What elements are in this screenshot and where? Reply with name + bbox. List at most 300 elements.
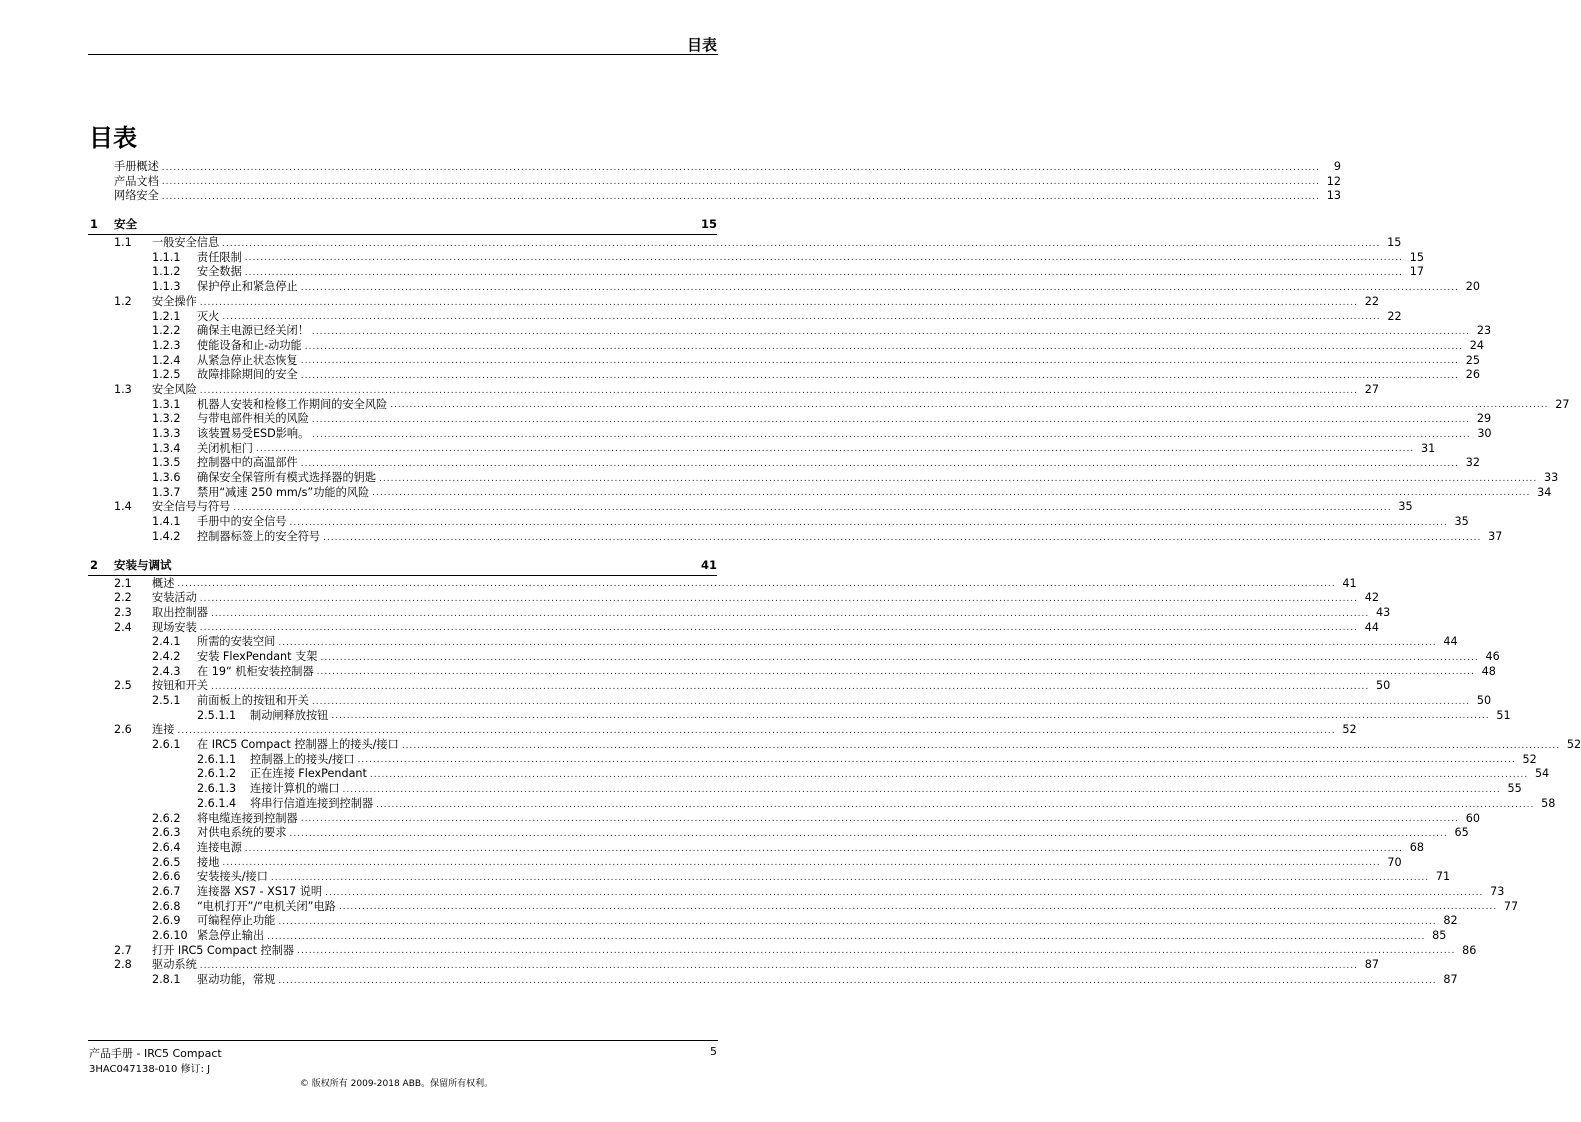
toc-entry[interactable]	[0, 456, 1480, 471]
toc-entry-label: 安全数据	[197, 265, 242, 279]
toc-dot-leader: ............................................................................................................................................................................................................................................................................................................	[289, 828, 1448, 839]
toc-entry-number: 2.6.1.2	[197, 767, 237, 781]
toc-entry-label: 接地	[197, 855, 220, 869]
toc-dot-leader: ............................................................................................................................................................................................................................................................................................................	[222, 238, 1381, 249]
toc-dot-leader: ............................................................................................................................................................................................................................................................................................................	[255, 444, 1415, 455]
toc-entry-line	[197, 324, 1492, 339]
toc-entry-label: 确保主电源已经关闭！	[197, 324, 309, 338]
toc-dot-leader: ............................................................................................................................................................................................................................................................................................................	[372, 488, 1531, 499]
toc-entry-number: 1.2.2	[152, 324, 181, 338]
toc-entry[interactable]	[0, 826, 1469, 841]
toc-entry-page: 70	[1387, 855, 1402, 869]
toc-entry-page: 46	[1485, 649, 1500, 663]
footer-rule	[88, 1040, 718, 1041]
toc-entry-line	[152, 294, 1380, 310]
toc-entry[interactable]	[0, 796, 1556, 812]
toc-entry-page: 55	[1507, 782, 1522, 796]
toc-entry-label: 连接计算机的端口	[250, 782, 340, 796]
toc-entry[interactable]	[0, 782, 1522, 797]
toc-entry-label: 机器人安装和检修工作期间的安全风险	[197, 397, 388, 411]
toc-entry-label: 紧急停止输出	[197, 929, 265, 942]
toc-entry-label: 正在连接 FlexPendant	[250, 767, 367, 781]
toc-entry[interactable]	[0, 412, 1492, 427]
toc-entry[interactable]	[0, 427, 1492, 442]
toc-entry-label: 安全风险	[152, 382, 197, 396]
toc-entry-line	[197, 811, 1480, 827]
toc-entry[interactable]	[0, 576, 1357, 592]
toc-entry-line	[197, 397, 1570, 413]
toc-entry[interactable]	[0, 160, 1342, 175]
page-title: 目表	[89, 124, 137, 152]
toc-entry-number: 1.4	[114, 500, 132, 514]
toc-entry-line	[197, 884, 1505, 900]
toc-entry-number: 1.2.3	[152, 338, 181, 352]
toc-dot-leader: ............................................................................................................................................................................................................................................................................................................	[177, 726, 1336, 737]
toc-entry-label: 一般安全信息	[152, 236, 220, 250]
toc-entry[interactable]	[0, 649, 1500, 665]
toc-dot-leader: ............................................................................................................................................................................................................................................................................................................	[278, 917, 1437, 928]
toc-entry-number: 2.8.1	[152, 973, 181, 987]
toc-entry-label: 控制器上的接头/接口	[250, 752, 355, 766]
toc-entry[interactable]	[0, 397, 1570, 413]
toc-dot-leader: ............................................................................................................................................................................................................................................................................................................	[390, 400, 1549, 411]
toc-entry-number: 2.6.9	[152, 914, 181, 928]
toc-entry[interactable]	[0, 973, 1458, 988]
toc-entry-label: 安装与调试	[114, 557, 172, 572]
toc-dot-leader: ............................................................................................................................................................................................................................................................................................................	[316, 667, 1475, 678]
toc-entry[interactable]	[0, 811, 1480, 827]
toc-entry-page: 37	[1488, 529, 1503, 543]
toc-entry-label: 确保安全保管所有模式选择器的钥匙	[197, 471, 377, 485]
toc-entry-page: 31	[1420, 441, 1436, 455]
toc-entry-line	[197, 914, 1458, 929]
toc-entry-number: 2.6.5	[152, 855, 181, 869]
toc-entry-label: 对供电系统的要求	[197, 826, 287, 840]
toc-entry-label: 将电缆连接到控制器	[197, 811, 298, 825]
toc-entry[interactable]	[0, 767, 1550, 782]
toc-entry[interactable]	[0, 591, 1380, 606]
toc-entry-label: 连接器 XS7 - XS17 说明	[197, 884, 323, 898]
toc-dot-leader: ............................................................................................................................................................................................................................................................................................................	[331, 711, 1490, 722]
toc-entry-number: 2.5.1.1	[197, 708, 237, 722]
toc-dot-leader: ............................................................................................................................................................................................................................................................................................................	[300, 282, 1459, 293]
toc-dot-leader: ............................................................................................................................................................................................................................................................................................................	[320, 652, 1479, 663]
toc-entry-page: 52	[1342, 723, 1357, 737]
toc-entry-page: 23	[1476, 324, 1492, 338]
toc-entry-page: 82	[1443, 914, 1458, 928]
toc-entry-page: 52	[1566, 738, 1581, 752]
toc-entry-line	[197, 840, 1425, 856]
toc-entry-page: 77	[1503, 899, 1519, 913]
toc-entry-line	[250, 752, 1537, 768]
toc-dot-leader: ............................................................................................................................................................................................................................................................................................................	[342, 784, 1501, 795]
toc-entry-page: 65	[1454, 826, 1469, 840]
toc-entry-page: 33	[1544, 471, 1559, 485]
toc-entry[interactable]	[0, 471, 1559, 486]
toc-entry-line	[152, 723, 1357, 738]
toc-entry-label: 连接电源	[197, 840, 242, 854]
toc-entry-number: 1.3.4	[152, 441, 181, 455]
toc-entry-number: 2.6.1	[152, 738, 181, 752]
toc-entry-label: 控制器中的高温部件	[197, 456, 298, 470]
toc-entry-label: 安全信号与符号	[152, 500, 231, 514]
toc-entry[interactable]	[0, 174, 1342, 190]
toc-entry-line	[114, 553, 717, 577]
toc-entry[interactable]	[0, 324, 1492, 339]
toc-entry-label: 可编程停止功能	[197, 914, 276, 928]
toc-dot-leader: ............................................................................................................................................................................................................................................................................................................	[278, 637, 1437, 648]
toc-entry[interactable]	[0, 309, 1402, 325]
toc-entry-line	[197, 471, 1559, 486]
toc-entry-line	[197, 529, 1503, 545]
toc-entry[interactable]	[0, 250, 1425, 266]
toc-entry-line	[197, 309, 1402, 325]
toc-entry-page: 71	[1435, 870, 1451, 884]
toc-dot-leader: ............................................................................................................................................................................................................................................................................................................	[300, 356, 1459, 367]
toc-dot-leader: ............................................................................................................................................................................................................................................................................................................	[270, 872, 1430, 883]
toc-entry-label: 安全操作	[152, 294, 197, 308]
toc-entry-page: 27	[1555, 397, 1570, 411]
toc-entry-number: 1.1.3	[152, 280, 181, 294]
toc-entry-number: 2.6.7	[152, 884, 181, 898]
toc-entry-line	[250, 796, 1556, 812]
toc-entry-number: 2.4	[114, 620, 132, 634]
footer-copyright: © 版权所有 2009-2018 ABB。保留所有权利。	[299, 1079, 494, 1089]
toc-entry-label: 责任限制	[197, 250, 242, 264]
toc-dot-leader: ............................................................................................................................................................................................................................................................................................................	[376, 799, 1535, 810]
toc-entry-label: 该装置易受ESD影响。	[197, 427, 310, 440]
toc-entry-page: 41	[700, 557, 717, 572]
toc-entry-line	[197, 456, 1480, 471]
toc-entry[interactable]	[0, 723, 1357, 738]
toc-entry-page: 43	[1375, 605, 1391, 619]
toc-entry-label: 控制器标签上的安全符号	[197, 529, 321, 543]
toc-entry-label: 禁用“减速 250 mm/s”功能的风险	[197, 485, 370, 499]
toc-entry[interactable]	[0, 236, 1402, 251]
toc-entry-number: 2.6.1.3	[197, 782, 237, 796]
toc-entry-label: 手册概述	[114, 160, 159, 173]
toc-entry-number: 1.3.3	[152, 427, 181, 440]
toc-dot-leader: ............................................................................................................................................................................................................................................................................................................	[338, 902, 1498, 913]
table-of-contents	[0, 160, 1581, 988]
toc-entry-page: 86	[1462, 943, 1477, 957]
toc-entry[interactable]	[0, 515, 1469, 530]
toc-entry-label: 安装 FlexPendant 支架	[197, 649, 318, 663]
toc-entry-line	[197, 368, 1480, 383]
toc-entry-number: 1.2.4	[152, 353, 181, 367]
toc-entry[interactable]	[0, 338, 1484, 354]
toc-dot-leader: ............................................................................................................................................................................................................................................................................................................	[289, 517, 1448, 528]
toc-entry-label: 在 19“ 机柜安装控制器	[197, 664, 314, 678]
toc-entry-page: 15	[1387, 236, 1402, 250]
toc-entry-number: 1.1	[114, 236, 132, 250]
toc-entry-label: 安全	[114, 217, 137, 232]
header-title: 目表	[686, 36, 717, 54]
toc-dot-leader: ............................................................................................................................................................................................................................................................................................................	[311, 326, 1471, 337]
toc-entry-number: 1.1.2	[152, 265, 181, 279]
toc-entry-line	[197, 427, 1492, 442]
toc-entry[interactable]	[0, 738, 1581, 753]
toc-entry-page: 50	[1476, 694, 1492, 707]
toc-dot-leader: ............................................................................................................................................................................................................................................................................................................	[161, 192, 1321, 203]
toc-entry[interactable]	[0, 884, 1505, 900]
toc-dot-leader: ............................................................................................................................................................................................................................................................................................................	[222, 858, 1381, 869]
toc-dot-leader: ............................................................................................................................................................................................................................................................................................................	[244, 843, 1404, 854]
toc-entry-number: 2.8	[114, 958, 132, 972]
toc-entry-page: 15	[1409, 250, 1425, 264]
toc-entry-number: 1.4.2	[152, 529, 181, 543]
toc-entry-number: 2.6	[114, 723, 132, 737]
toc-entry-line	[197, 353, 1480, 369]
toc-dot-leader: ............................................................................................................................................................................................................................................................................................................	[311, 415, 1471, 426]
toc-entry-number: 1.3.7	[152, 485, 181, 499]
toc-entry-line	[250, 708, 1511, 724]
toc-entry-page: 54	[1534, 767, 1550, 781]
toc-entry-page: 41	[1342, 576, 1357, 590]
toc-entry-page: 9	[1333, 160, 1342, 173]
toc-entry-label: 驱动系统	[152, 958, 197, 972]
toc-entry-label: 前面板上的按钮和开关	[197, 694, 309, 707]
toc-entry[interactable]	[0, 485, 1552, 501]
toc-dot-leader: ............................................................................................................................................................................................................................................................................................................	[199, 385, 1359, 396]
toc-dot-leader: ............................................................................................................................................................................................................................................................................................................	[177, 579, 1336, 590]
toc-entry-label: 现场安装	[152, 620, 197, 634]
toc-entry-line	[197, 280, 1480, 295]
toc-entry-label: 关闭机柜门	[197, 441, 253, 455]
toc-entry-number: 2.5	[114, 679, 132, 693]
toc-entry[interactable]	[0, 664, 1496, 680]
toc-entry-line	[114, 160, 1342, 175]
toc-entry-page: 25	[1465, 353, 1480, 367]
toc-dot-leader: ............................................................................................................................................................................................................................................................................................................	[300, 370, 1459, 381]
toc-entry-line	[197, 338, 1484, 354]
toc-dot-leader: ............................................................................................................................................................................................................................................................................................................	[369, 770, 1529, 781]
toc-entry[interactable]	[0, 929, 1447, 944]
toc-entry-page: 12	[1326, 174, 1342, 188]
toc-entry[interactable]	[0, 855, 1402, 871]
toc-entry-page: 48	[1481, 664, 1496, 678]
toc-entry-line	[197, 855, 1402, 871]
toc-dot-leader: ............................................................................................................................................................................................................................................................................................................	[312, 429, 1471, 440]
toc-entry-number: 2.6.8	[152, 899, 181, 913]
toc-entry[interactable]	[0, 899, 1519, 915]
toc-entry-page: 17	[1409, 265, 1425, 279]
toc-entry-line	[197, 899, 1519, 915]
toc-dot-leader: ............................................................................................................................................................................................................................................................................................................	[357, 755, 1516, 766]
toc-entry[interactable]	[0, 635, 1458, 650]
toc-entry[interactable]	[0, 294, 1380, 310]
toc-entry[interactable]	[0, 943, 1477, 959]
footer-page-number: 5	[710, 1045, 717, 1058]
toc-entry[interactable]	[0, 679, 1391, 694]
toc-entry[interactable]	[0, 708, 1511, 724]
toc-entry-line	[152, 943, 1477, 959]
toc-entry[interactable]	[0, 840, 1425, 856]
header-rule	[88, 54, 718, 55]
toc-entry-number: 2.6.2	[152, 811, 181, 825]
toc-entry-number: 2.4.2	[152, 649, 181, 663]
toc-entry-number: 2.4.3	[152, 664, 181, 678]
toc-entry-page: 87	[1443, 973, 1458, 987]
toc-dot-leader: ............................................................................................................................................................................................................................................................................................................	[401, 740, 1561, 751]
toc-entry-page: 42	[1364, 591, 1380, 605]
toc-entry-line	[197, 973, 1458, 988]
toc-entry-number: 2.6.10	[152, 929, 188, 942]
toc-dot-leader: ............................................................................................................................................................................................................................................................................................................	[304, 341, 1463, 352]
toc-entry-label: 安装活动	[152, 591, 197, 605]
toc-entry-number: 2.3	[114, 605, 132, 619]
toc-entry-number: 1.3.6	[152, 471, 181, 485]
toc-entry-number: 2	[90, 557, 99, 572]
toc-entry-label: 故障排除期间的安全	[197, 368, 298, 382]
toc-entry-line	[152, 605, 1391, 621]
toc-dot-leader: ............................................................................................................................................................................................................................................................................................................	[161, 162, 1321, 173]
toc-entry-line	[152, 620, 1380, 636]
toc-dot-leader: ............................................................................................................................................................................................................................................................................................................	[244, 268, 1404, 279]
toc-entry-page: 32	[1465, 456, 1480, 470]
toc-dot-leader: ............................................................................................................................................................................................................................................................................................................	[300, 814, 1459, 825]
toc-entry-line	[197, 250, 1425, 266]
toc-entry-label: 从紧急停止状态恢复	[197, 353, 298, 367]
toc-entry-number: 1.3	[114, 382, 132, 396]
toc-entry-number: 1.3.1	[152, 397, 181, 411]
toc-entry-label: 与带电部件相关的风险	[197, 412, 309, 426]
toc-entry-page: 50	[1375, 679, 1391, 693]
toc-entry[interactable]	[0, 353, 1480, 369]
toc-entry-line	[197, 515, 1469, 530]
toc-entry-page: 22	[1364, 294, 1380, 308]
toc-dot-leader: ............................................................................................................................................................................................................................................................................................................	[199, 623, 1359, 634]
toc-entry-line	[197, 694, 1492, 709]
toc-entry-number: 2.6.1.1	[197, 752, 237, 766]
toc-dot-leader: ............................................................................................................................................................................................................................................................................................................	[300, 459, 1459, 470]
toc-entry-number: 2.7	[114, 943, 132, 957]
toc-entry-page: 20	[1465, 280, 1480, 294]
toc-entry-label: 保护停止和紧急停止	[197, 280, 298, 294]
toc-entry-label: 取出控制器	[152, 605, 208, 619]
toc-entry[interactable]	[0, 752, 1537, 768]
toc-entry-label: 灭火	[197, 309, 220, 323]
toc-entry-number: 2.6.6	[152, 870, 181, 884]
toc-entry-label: 在 IRC5 Compact 控制器上的接头/接口	[197, 738, 399, 752]
toc-dot-leader: ............................................................................................................................................................................................................................................................................................................	[199, 593, 1359, 604]
toc-entry-line	[197, 649, 1500, 665]
toc-entry-page: 87	[1364, 958, 1380, 972]
toc-dot-leader: ............................................................................................................................................................................................................................................................................................................	[244, 253, 1404, 264]
toc-entry[interactable]	[0, 870, 1451, 885]
toc-entry-number: 2.2	[114, 591, 132, 605]
footer-doc-name: 产品手册 - IRC5 Compact	[89, 1047, 222, 1060]
toc-entry-line	[152, 500, 1413, 515]
toc-entry-label: 驱动功能，常规	[197, 973, 276, 987]
toc-entry-number: 2.6.4	[152, 840, 181, 854]
toc-entry-label: 所需的安装空间	[197, 635, 276, 649]
toc-entry-page: 60	[1465, 811, 1480, 825]
toc-entry[interactable]	[0, 914, 1458, 929]
toc-entry-label: 制动闸释放按钮	[250, 708, 329, 722]
toc-entry-page: 26	[1465, 368, 1480, 382]
toc-dot-leader: ............................................................................................................................................................................................................................................................................................................	[210, 682, 1370, 693]
toc-chapter-entry[interactable]	[0, 553, 793, 577]
toc-entry-number: 1.1.1	[152, 250, 181, 264]
toc-entry-page: 34	[1537, 485, 1552, 499]
toc-entry[interactable]	[0, 280, 1480, 295]
toc-entry[interactable]	[0, 620, 1380, 636]
toc-entry-line	[197, 870, 1451, 885]
toc-entry[interactable]	[0, 500, 1413, 515]
toc-entry-line	[114, 189, 1342, 204]
toc-entry-number: 1.2	[114, 294, 132, 308]
toc-entry-number: 1.3.5	[152, 456, 181, 470]
toc-entry[interactable]	[0, 441, 1436, 457]
toc-entry-number: 1.2.1	[152, 309, 181, 323]
toc-entry-label: 按钮和开关	[152, 679, 208, 693]
toc-entry-page: 44	[1364, 620, 1380, 634]
toc-entry-label: 网络安全	[114, 189, 159, 203]
toc-entry-page: 30	[1477, 427, 1492, 440]
toc-entry-line	[197, 265, 1425, 280]
toc-entry-page: 44	[1443, 635, 1458, 649]
toc-entry[interactable]	[0, 694, 1492, 709]
toc-entry-label: 手册中的安全信号	[197, 515, 287, 529]
toc-entry-line	[197, 826, 1469, 841]
footer-doc-id: 3HAC047138-010 修订: J	[89, 1064, 211, 1075]
toc-entry-page: 15	[700, 217, 717, 232]
toc-entry-line	[250, 782, 1522, 797]
toc-entry-line	[197, 412, 1492, 427]
toc-entry-label: 概述	[152, 576, 175, 590]
toc-entry-line	[152, 382, 1380, 398]
toc-dot-leader: ............................................................................................................................................................................................................................................................................................................	[311, 696, 1471, 707]
toc-entry-number: 2.1	[114, 576, 132, 590]
toc-entry-number: 1.4.1	[152, 515, 181, 529]
toc-entry[interactable]	[0, 605, 1391, 621]
toc-chapter-entry[interactable]	[0, 212, 793, 236]
toc-entry-number: 1	[90, 217, 99, 232]
toc-entry-number: 2.5.1	[152, 694, 181, 707]
toc-entry-page: 29	[1476, 412, 1492, 426]
toc-entry-number: 1.2.5	[152, 368, 181, 382]
toc-dot-leader: ............................................................................................................................................................................................................................................................................................................	[267, 931, 1426, 942]
toc-entry-page: 27	[1364, 382, 1380, 396]
toc-entry-number: 2.6.1.4	[197, 796, 237, 810]
toc-entry-line	[152, 958, 1380, 973]
toc-entry[interactable]	[0, 529, 1503, 545]
toc-entry-line	[152, 591, 1380, 606]
toc-entry-line	[197, 485, 1552, 501]
toc-entry[interactable]	[0, 189, 1342, 204]
toc-dot-leader: ............................................................................................................................................................................................................................................................................................................	[297, 946, 1456, 957]
toc-dot-leader: ............................................................................................................................................................................................................................................................................................................	[325, 887, 1484, 898]
toc-entry-page: 13	[1326, 189, 1342, 203]
toc-entry-page: 58	[1541, 796, 1556, 810]
toc-entry[interactable]	[0, 368, 1480, 383]
toc-dot-leader: ............................................................................................................................................................................................................................................................................................................	[161, 177, 1321, 188]
toc-dot-leader: ............................................................................................................................................................................................................................................................................................................	[323, 532, 1482, 543]
toc-entry[interactable]	[0, 382, 1380, 398]
toc-entry[interactable]	[0, 265, 1425, 280]
toc-entry-label: 使能设备和止-动功能	[197, 338, 302, 352]
toc-entry-page: 52	[1522, 752, 1537, 766]
toc-entry-page: 22	[1387, 309, 1402, 323]
toc-dot-leader: ............................................................................................................................................................................................................................................................................................................	[233, 503, 1392, 514]
toc-entry-page: 35	[1398, 500, 1413, 514]
toc-dot-leader: ............................................................................................................................................................................................................................................................................................................	[278, 975, 1437, 986]
toc-dot-leader: ............................................................................................................................................................................................................................................................................................................	[199, 297, 1359, 308]
toc-entry-label: “电机打开”/“电机关闭”电路	[197, 899, 336, 913]
toc-entry[interactable]	[0, 958, 1380, 973]
toc-entry-line	[152, 236, 1402, 251]
